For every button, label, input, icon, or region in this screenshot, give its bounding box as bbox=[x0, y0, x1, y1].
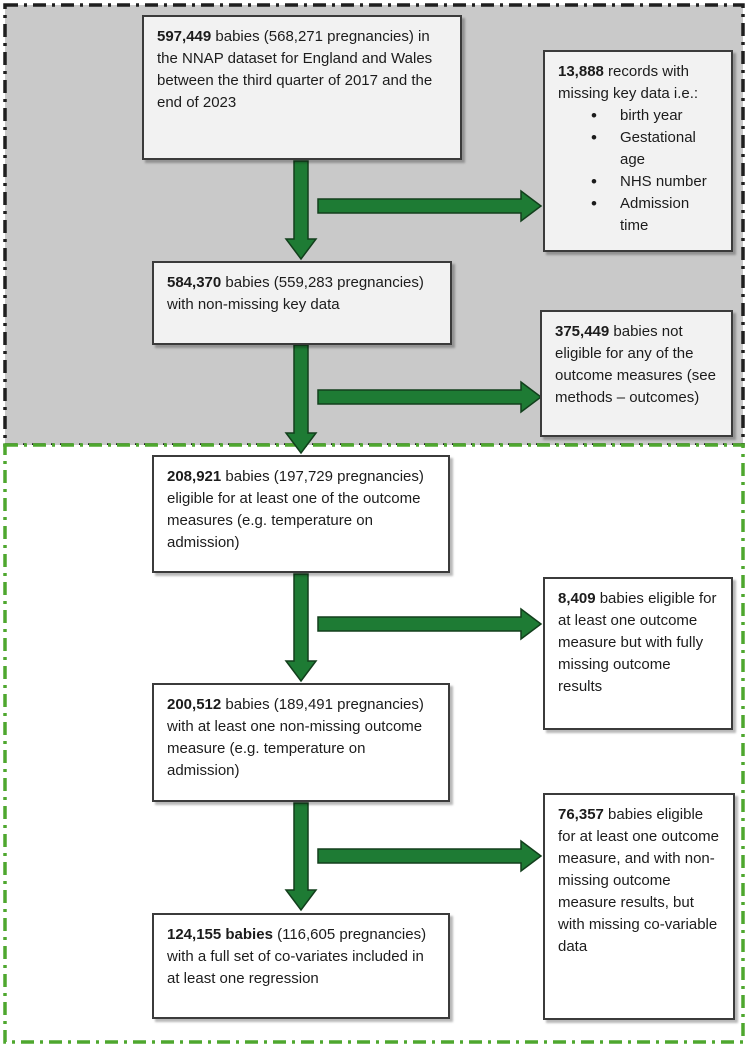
side-box-3-desc: babies eligible for at least one outcome measure but with fully missing outcome results bbox=[558, 590, 717, 695]
bullet-item: • Gestational age bbox=[591, 127, 718, 171]
side-box-2-count: 375,449 bbox=[555, 323, 610, 340]
side-box-3-text bbox=[558, 588, 718, 698]
side-box-2-text bbox=[555, 321, 718, 409]
flow-box-5-text bbox=[167, 924, 435, 990]
side-box-1-count: 13,888 bbox=[558, 63, 604, 80]
flow-box-1-text bbox=[157, 26, 447, 114]
flow-box-2-desc: babies (559,283 pregnancies) with non-missing key data bbox=[167, 274, 424, 313]
flow-box-4 bbox=[152, 683, 450, 802]
side-box-4 bbox=[543, 793, 735, 1020]
flow-box-1-desc: babies (568,271 pregnancies) in the NNAP dataset for England and Wales between the third quarter of 2017 and the end of 2023 bbox=[157, 28, 433, 111]
missing-data-bullet-list bbox=[558, 105, 718, 237]
side-box-3-count: 8,409 bbox=[558, 590, 596, 607]
bullet-item: • NHS number bbox=[591, 171, 718, 193]
side-box-4-desc: babies eligible for at least one outcome measure, and with non-missing outcome measure results, but with missing co-variable data bbox=[558, 806, 719, 955]
side-box-1-desc: records with missing key data i.e.: bbox=[558, 63, 699, 102]
flow-box-1 bbox=[142, 15, 462, 160]
flow-box-3-count: 208,921 bbox=[167, 468, 222, 485]
flow-box-3 bbox=[152, 455, 450, 573]
flow-box-2 bbox=[152, 261, 452, 345]
flow-box-4-text bbox=[167, 694, 435, 782]
side-box-2-desc: babies not eligible for any of the outcome measures (see methods – outcomes) bbox=[555, 323, 716, 406]
flow-box-5 bbox=[152, 913, 450, 1019]
side-box-4-count: 76,357 bbox=[558, 806, 604, 823]
flow-box-3-desc: babies (197,729 pregnancies) eligible for at least one of the outcome measures (e.g. temperature on admission) bbox=[167, 468, 424, 551]
flow-box-2-count: 584,370 bbox=[167, 274, 222, 291]
side-box-3 bbox=[543, 577, 733, 730]
flow-box-5-count: 124,155 babies bbox=[167, 926, 273, 943]
side-box-4-text bbox=[558, 804, 720, 958]
flow-box-3-text bbox=[167, 466, 435, 554]
flow-box-5-desc: (116,605 pregnancies) with a full set of co-variates included in at least one regression bbox=[167, 926, 427, 987]
flow-box-4-count: 200,512 bbox=[167, 696, 222, 713]
side-box-1-text bbox=[558, 61, 718, 105]
flow-box-1-count: 597,449 bbox=[157, 28, 212, 45]
side-box-1 bbox=[543, 50, 733, 252]
bullet-item: • Admission time bbox=[591, 193, 718, 237]
flow-box-4-desc: babies (189,491 pregnancies) with at least one non-missing outcome measure (e.g. temperature on admission) bbox=[167, 696, 424, 779]
side-box-2 bbox=[540, 310, 733, 437]
bullet-item: • birth year bbox=[591, 105, 718, 127]
flow-box-2-text bbox=[167, 272, 437, 316]
